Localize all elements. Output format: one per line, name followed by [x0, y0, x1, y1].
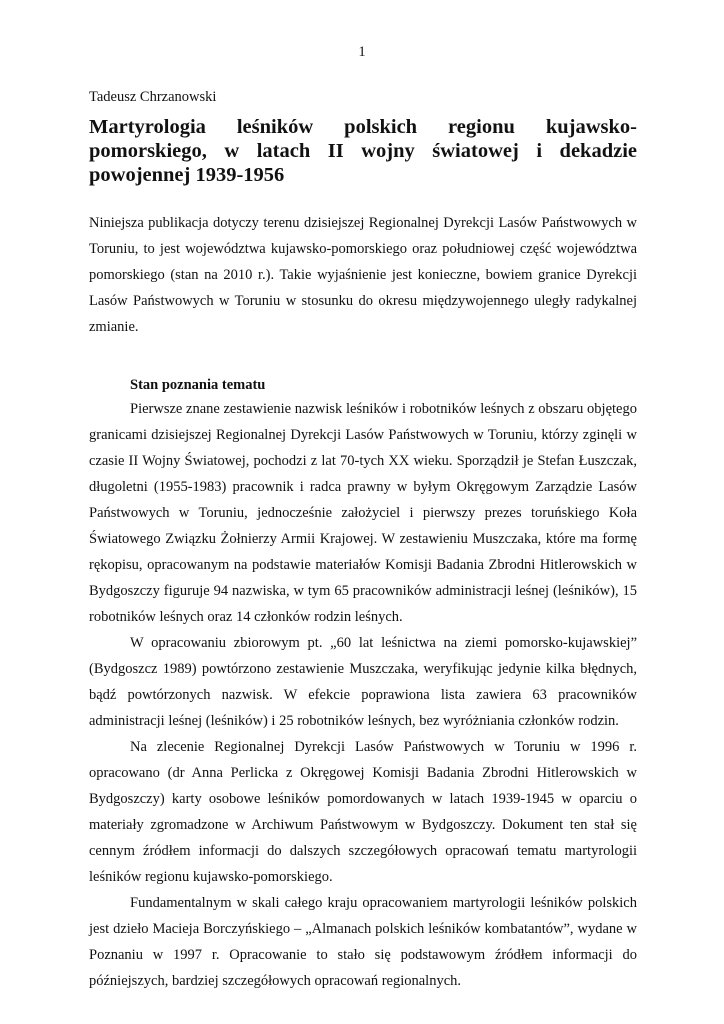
document-body: [89, 88, 637, 994]
section-heading: Stan poznania tematu: [130, 377, 266, 393]
document-title: Martyrologia leśników polskich regionu kujawsko-pomorskiego, w latach II wojny światowej i dekadzie powojennej 1939-1956: [89, 116, 637, 186]
section-paragraph-2: W opracowaniu zbiorowym pt. „60 lat leśnictwa na ziemi pomorsko-kujawskiej” (Bydgoszcz 1989) powtórzono zestawienie Muszczaka, weryfikując jedynie kilka błędnych, bądź powtórzonych nazwisk. W efekcie poprawiona lista zawiera 63 pracowników administracji leśnej (leśników) i 25 robotników leśnych, bez wyróżniania członków rodzin.: [89, 635, 637, 729]
page-number: 1: [358, 44, 366, 60]
section-paragraph-3: Na zlecenie Regionalnej Dyrekcji Lasów Państwowych w Toruniu w 1996 r. opracowano (dr Anna Perlicka z Okręgowej Komisji Badania Zbrodni Hitlerowskich w Bydgoszczy) karty osobowe leśników pomordowanych w latach 1939-1945 w oparciu o materiały zgromadzone w Archiwum Państwowym w Bydgoszczy. Dokument ten stał się cennym źródłem informacji do dalszych szczegółowych opracowań tematu martyrologii leśników regionu kujawsko-pomorskiego.: [89, 739, 637, 885]
section-paragraph-1: Pierwsze znane zestawienie nazwisk leśników i robotników leśnych z obszaru objętego granicami dzisiejszej Regionalnej Dyrekcji Lasów Państwowych w Toruniu, którzy zginęli w czasie II Wojny Światowej, pochodzi z lat 70-tych XX wieku. Sporządził je Stefan Łuszczak, długoletni (1955-1983) pracownik i radca prawny w byłym Okręgowym Zarządzie Lasów Państwowych w Toruniu, jednocześnie założyciel i pierwszy prezes toruńskiego Koła Światowego Związku Żołnierzy Armii Krajowej. W zestawieniu Muszczaka, które ma formę rękopisu, opracowanym na podstawie materiałów Komisji Badania Zbrodni Hitlerowskich w Bydgoszczy figuruje 94 nazwiska, w tym 65 pracowników administracji leśnej (leśników), 15 robotników leśnych oraz 14 członków rodzin leśnych.: [89, 401, 637, 625]
section-paragraph-4: Fundamentalnym w skali całego kraju opracowaniem martyrologii leśników polskich jest dzieło Macieja Borczyńskiego – „Almanach polskich leśników kombatantów”, wydane w Poznaniu w 1997 r. Opracowanie to stało się podstawowym źródłem informacji do późniejszych, bardziej szczegółowych opracowań regionalnych.: [89, 895, 637, 989]
author-name: Tadeusz Chrzanowski: [89, 89, 217, 105]
intro-paragraph: Niniejsza publikacja dotyczy terenu dzisiejszej Regionalnej Dyrekcji Lasów Państwowych w Toruniu, to jest województwa kujawsko-pomorskiego oraz południowej część województwa pomorskiego (stan na 2010 r.). Takie wyjaśnienie jest konieczne, bowiem granice Dyrekcji Lasów Państwowych w Toruniu w stosunku do okresu międzywojennego uległy radykalnej zmianie.: [89, 215, 637, 335]
